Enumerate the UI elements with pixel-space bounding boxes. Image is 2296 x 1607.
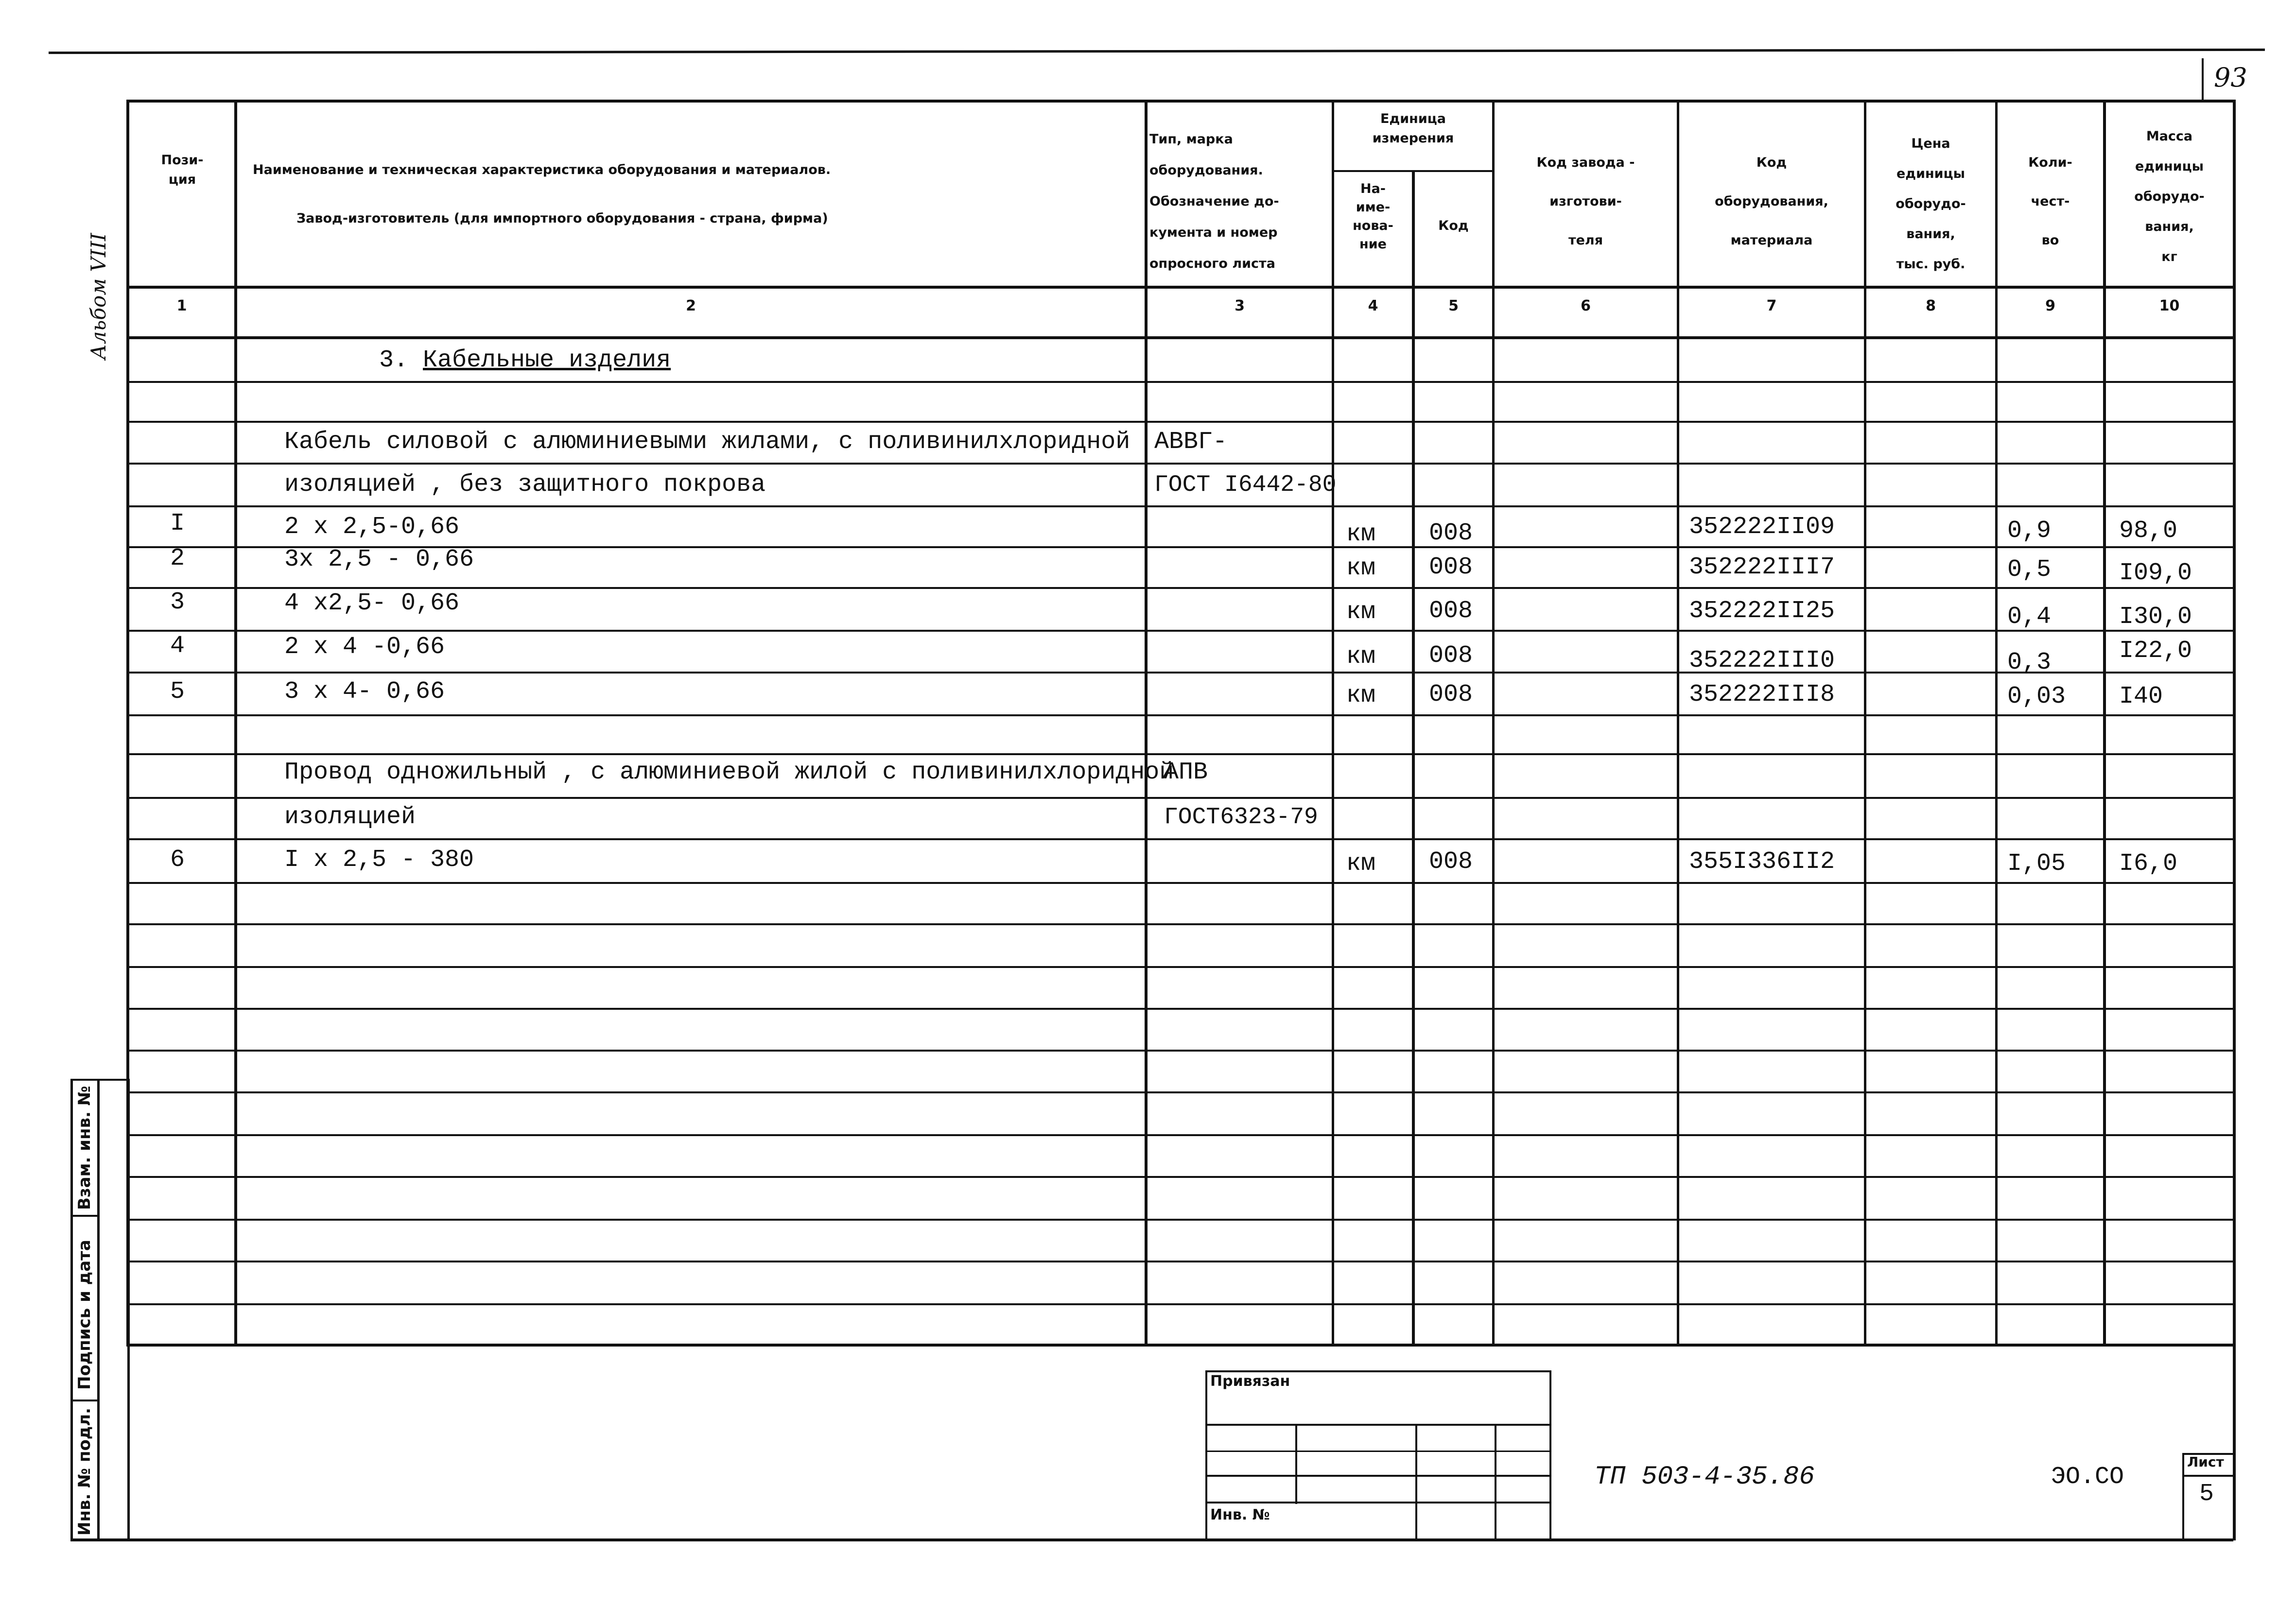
header-col4: На- име- нова- ние xyxy=(1353,181,1393,252)
row-mass: I40 xyxy=(2119,683,2163,710)
margin-note: Альбом VIII xyxy=(87,233,110,360)
page-number: 93 xyxy=(2214,62,2247,93)
row-mat-code: 352222III7 xyxy=(1689,553,1835,581)
header-col5: Код xyxy=(1438,218,1469,233)
row-mass: I09,0 xyxy=(2119,559,2192,587)
colnum-2: 2 xyxy=(686,297,696,314)
row-unit: км xyxy=(1346,520,1376,548)
header-col9: Коли- чест- во xyxy=(2028,155,2072,248)
row-unit: км xyxy=(1346,643,1376,671)
row-pos: 2 xyxy=(170,545,185,572)
row-mat-code: 352222II09 xyxy=(1689,513,1835,541)
colnum-5: 5 xyxy=(1448,297,1459,314)
colnum-bottom xyxy=(126,336,2236,339)
row-qty: 0,3 xyxy=(2007,649,2052,676)
doc-code: ТП 503-4-35.86 xyxy=(1594,1462,1815,1492)
row-mat-code: 355I336II2 xyxy=(1689,848,1835,876)
row-name: 3 х 4- 0,66 xyxy=(284,678,445,706)
row-code: 008 xyxy=(1429,848,1473,876)
inv-label: Инв. № xyxy=(1210,1506,1270,1523)
side-label-signature: Подпись и дата xyxy=(75,1240,94,1390)
header-col3: Тип, марка оборудования. Обозначение до- кумента и номер опросного листа xyxy=(1149,132,1279,271)
header-col6: Код завода - изготови- теля xyxy=(1536,155,1635,248)
section-title-text: Кабельные изделия xyxy=(423,346,671,374)
row-code: 008 xyxy=(1429,597,1473,625)
colnum-8: 8 xyxy=(1926,297,1936,314)
header-col8: Цена единицы оборудо- вания, тыс. руб. xyxy=(1896,136,1966,272)
colnum-9: 9 xyxy=(2045,297,2055,314)
header-col7: Код оборудования, материала xyxy=(1715,155,1828,248)
row-pos: 3 xyxy=(170,588,185,616)
row-pos: 5 xyxy=(170,678,185,706)
row-pos: I xyxy=(170,510,185,537)
sheet-number: 5 xyxy=(2199,1480,2214,1508)
colnum-6: 6 xyxy=(1581,297,1591,314)
group2-name-line2: изоляцией xyxy=(284,803,416,831)
row-mat-code: 352222III8 xyxy=(1689,681,1835,708)
header-col1: Пози- ция xyxy=(161,153,204,187)
row-mat-code: 352222II25 xyxy=(1689,597,1835,625)
header-col10: Масса единицы оборудо- вания, кг xyxy=(2134,129,2205,264)
group1-name-line2: изоляцией , без защитного покрова xyxy=(284,471,766,499)
row-unit: км xyxy=(1346,598,1376,626)
row-qty: I,05 xyxy=(2007,850,2066,878)
row-name: 3х 2,5 - 0,66 xyxy=(284,546,474,573)
header-unit-group: Единица измерения xyxy=(1372,111,1454,146)
group1-name-line1: Кабель силовой с алюминиевыми жилами, с поливинилхлоридной xyxy=(284,428,1131,456)
colnum-3: 3 xyxy=(1235,297,1245,314)
row-mass: 98,0 xyxy=(2119,517,2178,545)
row-qty: 0,03 xyxy=(2007,683,2066,710)
row-code: 008 xyxy=(1429,519,1473,547)
colnum-7: 7 xyxy=(1766,297,1777,314)
section-title xyxy=(379,346,671,375)
colnum-10: 10 xyxy=(2159,297,2180,314)
row-pos: 6 xyxy=(170,846,185,874)
row-name: 2 х 2,5-0,66 xyxy=(284,513,460,541)
row-code: 008 xyxy=(1429,553,1473,581)
doc-suffix: ЭО.СО xyxy=(2051,1463,2124,1491)
sheet-label: Лист xyxy=(2187,1454,2224,1470)
bound-label: Привязан xyxy=(1210,1373,1290,1390)
page-number-box-left xyxy=(2202,58,2204,102)
row-name: 2 х 4 -0,66 xyxy=(284,633,445,661)
row-unit: км xyxy=(1346,682,1376,709)
table-top xyxy=(126,100,2236,103)
row-qty: 0,9 xyxy=(2007,517,2052,545)
section-number: 3. xyxy=(379,346,423,374)
row-mass: I6,0 xyxy=(2119,850,2178,878)
row-mass: I30,0 xyxy=(2119,603,2192,631)
group2-type-line1: АПВ xyxy=(1164,759,1208,786)
top-border xyxy=(49,49,2265,54)
row-code: 008 xyxy=(1429,642,1473,670)
row-unit: км xyxy=(1346,850,1376,878)
header-col2: Наименование и техническая характеристика оборудования и материалов. Завод-изготовитель (для импортного оборудования - страна, фирма) xyxy=(253,162,831,226)
row-name: I х 2,5 - 380 xyxy=(284,846,474,874)
colnum-4: 4 xyxy=(1368,297,1378,314)
row-mat-code: 352222III0 xyxy=(1689,647,1835,674)
side-label-inv-orig: Инв. № подл. xyxy=(75,1407,94,1536)
row-mass: I22,0 xyxy=(2119,637,2192,665)
row-code: 008 xyxy=(1429,681,1473,708)
group1-type-line1: АВВГ- xyxy=(1154,428,1228,456)
row-pos: 4 xyxy=(170,632,185,660)
colnum-1: 1 xyxy=(176,297,187,314)
row-qty: 0,5 xyxy=(2007,556,2052,584)
side-label-replace-inv: Взам. инв. № xyxy=(75,1086,94,1210)
header-bottom xyxy=(126,286,2236,289)
group2-type-line2: ГОСТ6323-79 xyxy=(1164,804,1318,830)
row-unit: км xyxy=(1346,554,1376,582)
group1-type-line2: ГОСТ I6442-80 xyxy=(1154,472,1337,498)
row-name: 4 х2,5- 0,66 xyxy=(284,589,460,617)
group2-name-line1: Провод одножильный , с алюминиевой жилой с поливинилхлоридной xyxy=(284,759,1174,786)
row-qty: 0,4 xyxy=(2007,603,2052,631)
